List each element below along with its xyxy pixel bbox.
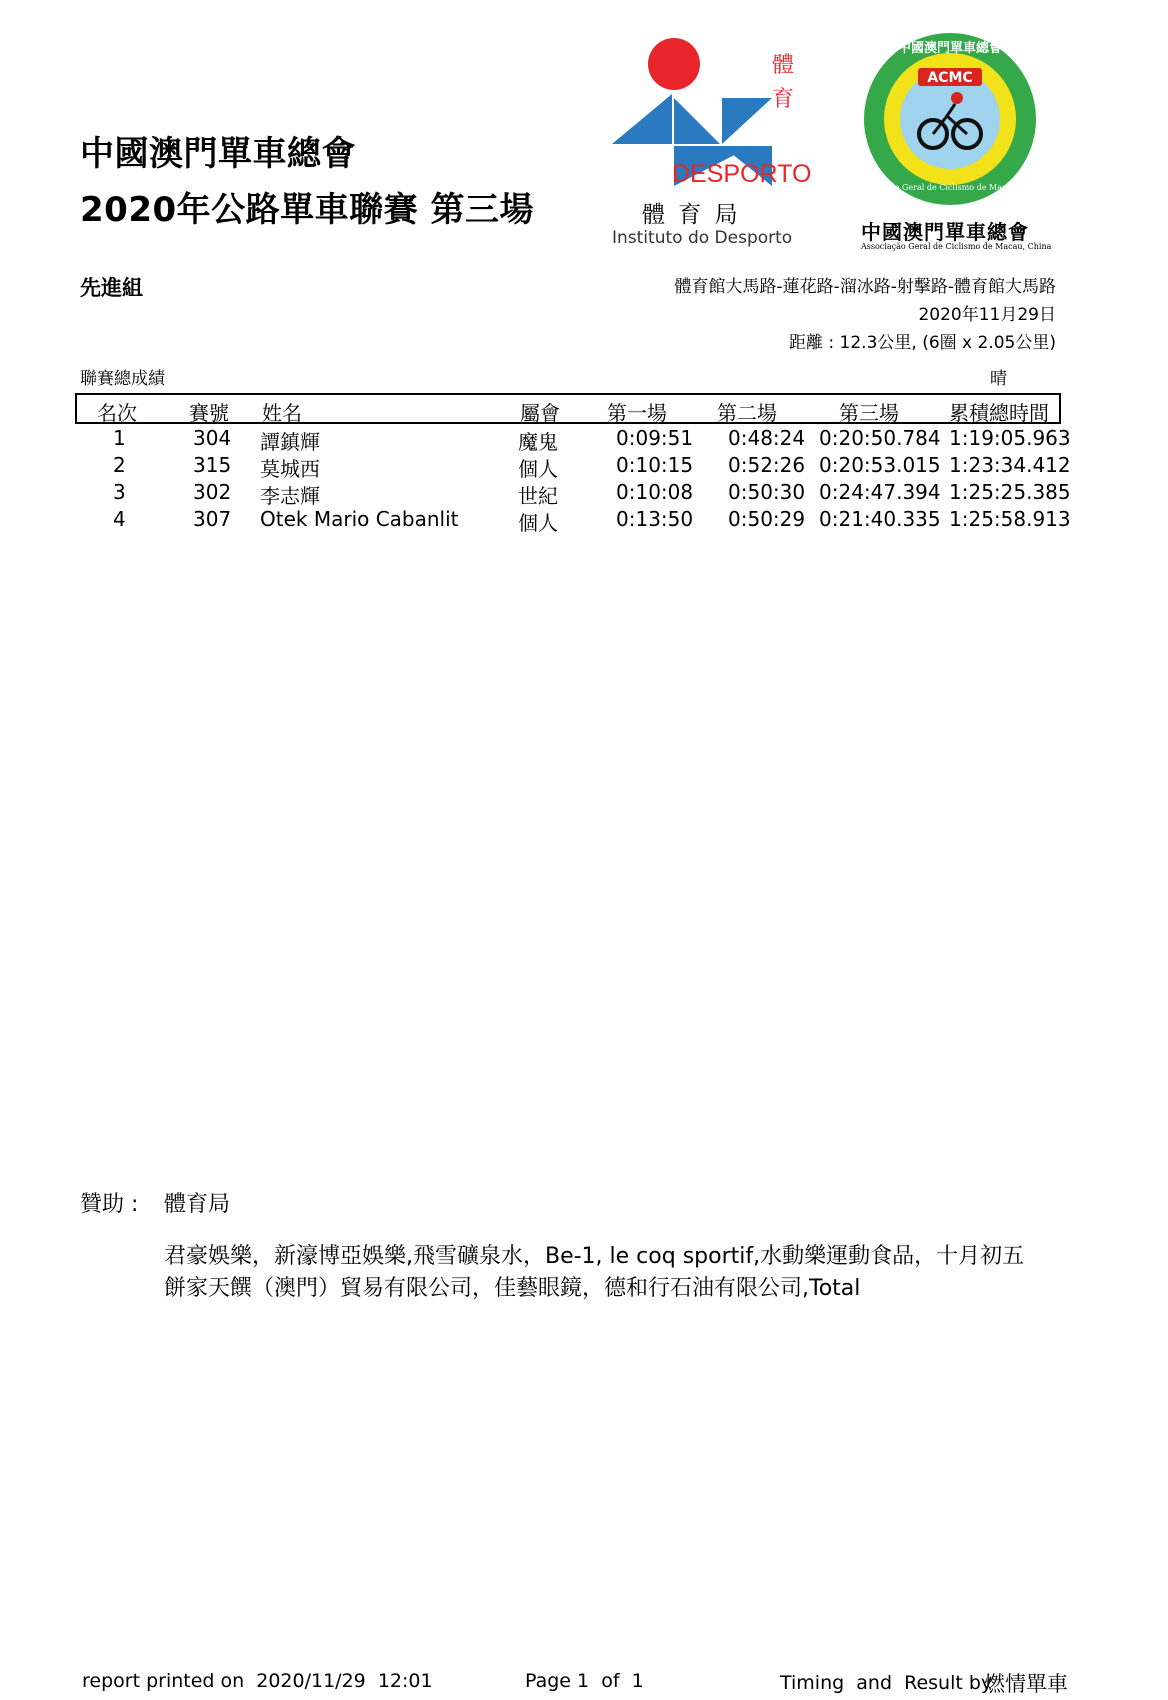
acmc-emblem — [855, 30, 1045, 208]
cell-total: 1:25:58.913 — [949, 507, 1071, 531]
page-number: Page 1 of 1 — [525, 1670, 644, 1692]
cell-name: Otek Mario Cabanlit — [260, 507, 459, 531]
title-line-1: 中國澳門單車總會 — [80, 134, 356, 174]
acmc-ring-text-pt: Associação Geral de Ciclismo de Macau, China — [855, 183, 1045, 192]
timing-label: Timing and Result by — [780, 1672, 993, 1694]
table-row — [75, 453, 1071, 481]
desporto-emblem — [612, 36, 812, 206]
race-date: 2020年11月29日 — [918, 305, 1056, 325]
acmc-abbr: ACMC — [927, 70, 973, 86]
desporto-vertical-2: 育 — [772, 87, 795, 112]
header-rank: 名次 — [97, 401, 137, 425]
header-total: 累積總時間 — [949, 401, 1049, 425]
cell-club: 魔鬼 — [518, 430, 558, 454]
cell-name: 李志輝 — [260, 484, 320, 508]
weather-text: 晴 — [990, 369, 1007, 389]
cell-race2: 0:50:29 — [728, 507, 806, 531]
cell-club: 個人 — [518, 511, 558, 535]
results-table-header — [75, 393, 1061, 424]
cell-rank: 1 — [113, 426, 126, 450]
acmc-name-pt: Associação Geral de Ciclismo de Macau, China — [861, 242, 1052, 251]
cell-total: 1:25:25.385 — [949, 480, 1071, 504]
cell-race3: 0:24:47.394 — [819, 480, 941, 504]
cell-race3: 0:20:50.784 — [819, 426, 941, 450]
desporto-vertical-1: 體 — [772, 53, 795, 78]
acmc-ring-text: 中國澳門單車總會 — [897, 41, 1003, 56]
desporto-logo — [612, 36, 812, 246]
cell-total: 1:23:34.412 — [949, 453, 1071, 477]
printed-on-text: report printed on 2020/11/29 12:01 — [82, 1670, 433, 1692]
cell-race2: 0:48:24 — [728, 426, 806, 450]
desporto-name-zh: 體 育 局 — [642, 202, 741, 228]
sponsor-main: 體育局 — [164, 1192, 231, 1217]
table-row — [75, 426, 1071, 454]
acmc-name-zh: 中國澳門單車總會 — [861, 220, 1029, 244]
title-line-2: 2020年公路單車聯賽 第三場 — [80, 190, 534, 230]
header-race2: 第二場 — [717, 401, 777, 425]
cell-bib: 304 — [193, 426, 232, 450]
sponsor-line-1: 君豪娛樂，新濠博亞娛樂,飛雪礦泉水，Be-1, le coq sportif,水動樂運動食品，十月初五 — [164, 1244, 1025, 1269]
race-distance: 距離 : 12.3公里, (6圈 x 2.05公里) — [789, 333, 1056, 353]
cell-bib: 307 — [193, 507, 232, 531]
cell-race1: 0:13:50 — [616, 507, 694, 531]
header-name: 姓名 — [262, 401, 302, 425]
sponsor-label: 贊助 : — [80, 1192, 139, 1217]
desporto-brand: DESPORTO — [672, 160, 812, 188]
cell-race3: 0:20:53.015 — [819, 453, 941, 477]
timing-provider: 燃情單車 — [984, 1672, 1068, 1696]
cell-race1: 0:10:15 — [616, 453, 694, 477]
table-row — [75, 480, 1071, 508]
cell-name: 莫城西 — [260, 457, 320, 481]
category-label: 先進組 — [80, 276, 143, 300]
cell-total: 1:19:05.963 — [949, 426, 1071, 450]
cell-bib: 315 — [193, 453, 232, 477]
cell-race2: 0:50:30 — [728, 480, 806, 504]
cell-race1: 0:09:51 — [616, 426, 694, 450]
cell-race1: 0:10:08 — [616, 480, 694, 504]
table-row — [75, 507, 1071, 535]
cell-bib: 302 — [193, 480, 232, 504]
cell-race2: 0:52:26 — [728, 453, 806, 477]
cell-rank: 2 — [113, 453, 126, 477]
standings-label: 聯賽總成績 — [80, 369, 165, 389]
cell-race3: 0:21:40.335 — [819, 507, 941, 531]
cell-club: 世紀 — [518, 484, 558, 508]
acmc-logo — [855, 30, 1055, 255]
cell-rank: 3 — [113, 480, 126, 504]
header-race3: 第三場 — [839, 401, 899, 425]
cell-name: 譚鎮輝 — [260, 430, 320, 454]
header-club: 屬會 — [520, 401, 560, 425]
cell-rank: 4 — [113, 507, 126, 531]
sponsor-line-2: 餅家天饌（澳門）貿易有限公司，佳藝眼鏡，德和行石油有限公司,Total — [164, 1276, 861, 1301]
header-race1: 第一場 — [607, 401, 667, 425]
header-bib: 賽號 — [189, 401, 229, 425]
desporto-name-pt: Instituto do Desporto — [612, 228, 793, 248]
route-text: 體育館大馬路-蓮花路-溜冰路-射擊路-體育館大馬路 — [674, 277, 1056, 297]
cell-club: 個人 — [518, 457, 558, 481]
